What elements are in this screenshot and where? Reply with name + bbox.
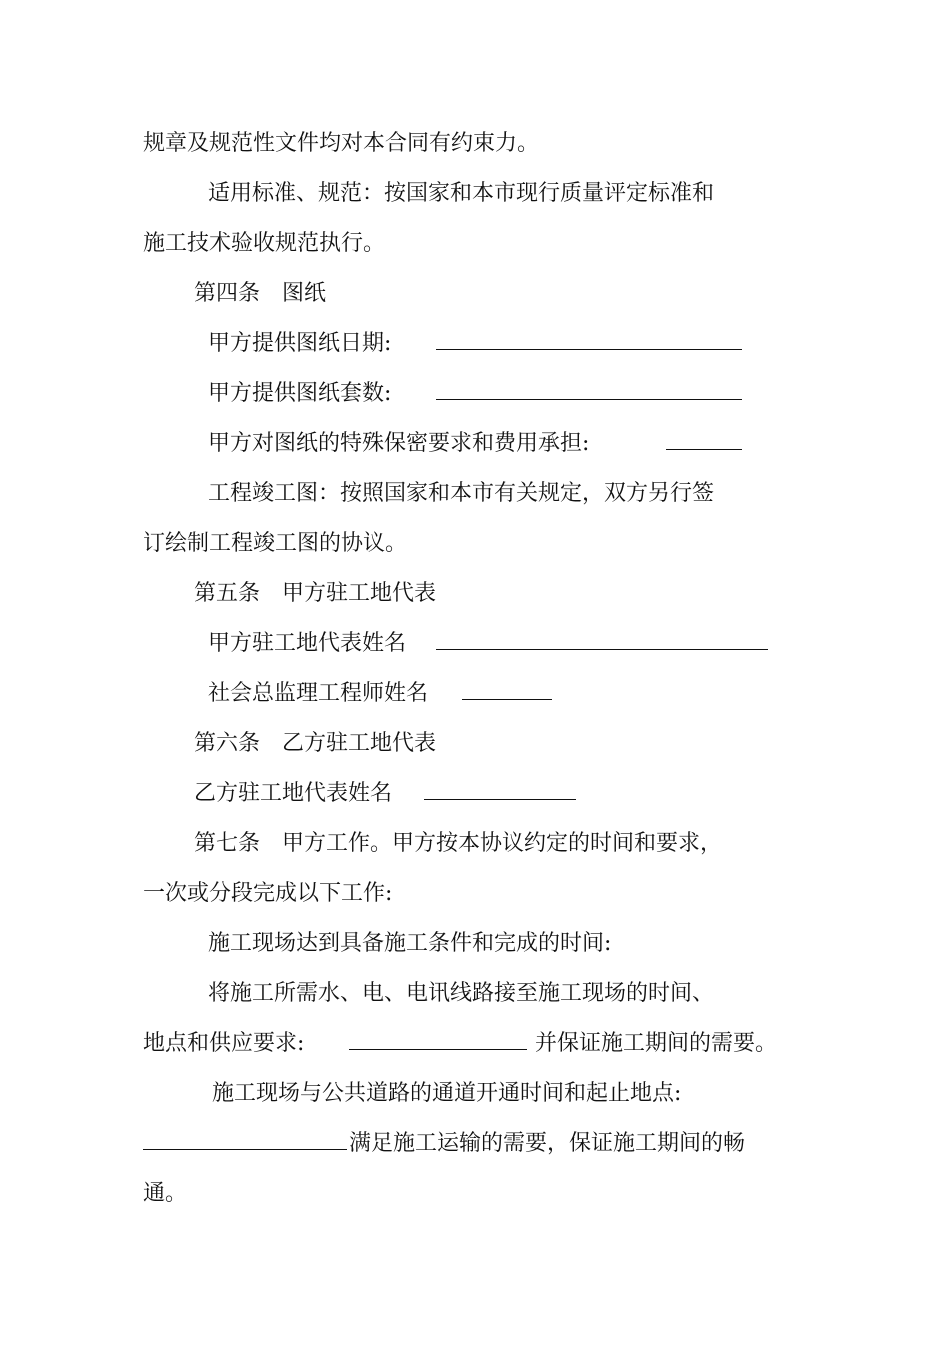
fill-blank-chief-supervisor[interactable]	[462, 677, 552, 700]
heading-text: 第七条 甲方工作。甲方按本协议约定的时间和要求，	[194, 831, 723, 856]
field-chief-supervisor	[208, 679, 428, 709]
item-site-readiness	[208, 929, 611, 959]
field-label: 甲方提供图纸日期:	[208, 331, 392, 356]
field-confidentiality	[208, 429, 589, 459]
paragraph-as-built-drawings	[208, 479, 714, 509]
field-label: 社会总监理工程师姓名	[208, 681, 429, 706]
fill-blank-utilities[interactable]	[349, 1027, 527, 1050]
fill-blank-party-b-rep[interactable]	[424, 777, 576, 800]
field-party-b-rep	[194, 779, 392, 809]
text-line: 施工现场与公共道路的通道开通时间和起止地点:	[212, 1081, 682, 1106]
paragraph-standards-cont	[143, 229, 385, 259]
field-party-a-rep	[208, 629, 406, 659]
article-5-heading	[194, 579, 436, 609]
paragraph-as-built-drawings-cont	[143, 529, 407, 559]
heading-text: 第四条 图纸	[194, 281, 327, 306]
field-label: 乙方驻工地代表姓名	[194, 781, 393, 806]
article-6-heading	[194, 729, 436, 759]
paragraph-binding-force	[143, 129, 539, 159]
text-line: 施工现场达到具备施工条件和完成的时间:	[208, 931, 612, 956]
article-7-heading	[194, 829, 722, 859]
text-line: 一次或分段完成以下工作:	[143, 881, 393, 906]
field-label: 甲方对图纸的特殊保密要求和费用承担:	[208, 431, 590, 456]
text-line: 规章及规范性文件均对本合同有约束力。	[143, 131, 540, 156]
text-line: 并保证施工期间的需要。	[535, 1031, 778, 1056]
paragraph-article-7-cont	[143, 879, 392, 909]
text-line: 施工技术验收规范执行。	[143, 231, 386, 256]
heading-text: 第五条 甲方驻工地代表	[194, 581, 437, 606]
fill-blank-confidentiality[interactable]	[666, 427, 742, 450]
fill-blank-access-road[interactable]	[143, 1127, 347, 1150]
item-access-road-end	[143, 1179, 187, 1209]
field-label: 甲方提供图纸套数:	[208, 381, 392, 406]
field-label: 甲方驻工地代表姓名	[208, 631, 407, 656]
text-line: 订绘制工程竣工图的协议。	[143, 531, 408, 556]
text-line: 满足施工运输的需要，保证施工期间的畅	[349, 1131, 746, 1156]
text-line: 适用标准、规范：按国家和本市现行质量评定标准和	[208, 181, 715, 206]
text-line: 将施工所需水、电、电讯线路接至施工现场的时间、	[208, 981, 715, 1006]
fill-blank-party-a-rep[interactable]	[436, 627, 768, 650]
fill-blank-drawing-sets[interactable]	[436, 377, 742, 400]
field-drawing-sets	[208, 379, 391, 409]
item-access-road-cont	[143, 1129, 783, 1159]
item-utilities-cont	[143, 1029, 783, 1059]
item-utilities	[208, 979, 714, 1009]
text-line: 通。	[143, 1181, 188, 1206]
text-line: 工程竣工图：按照国家和本市有关规定，双方另行签	[208, 481, 715, 506]
field-drawing-date	[208, 329, 391, 359]
item-access-road	[212, 1079, 681, 1109]
field-label: 地点和供应要求:	[143, 1031, 305, 1056]
paragraph-standards	[208, 179, 714, 209]
article-4-heading	[194, 279, 326, 309]
heading-text: 第六条 乙方驻工地代表	[194, 731, 437, 756]
fill-blank-drawing-date[interactable]	[436, 327, 742, 350]
